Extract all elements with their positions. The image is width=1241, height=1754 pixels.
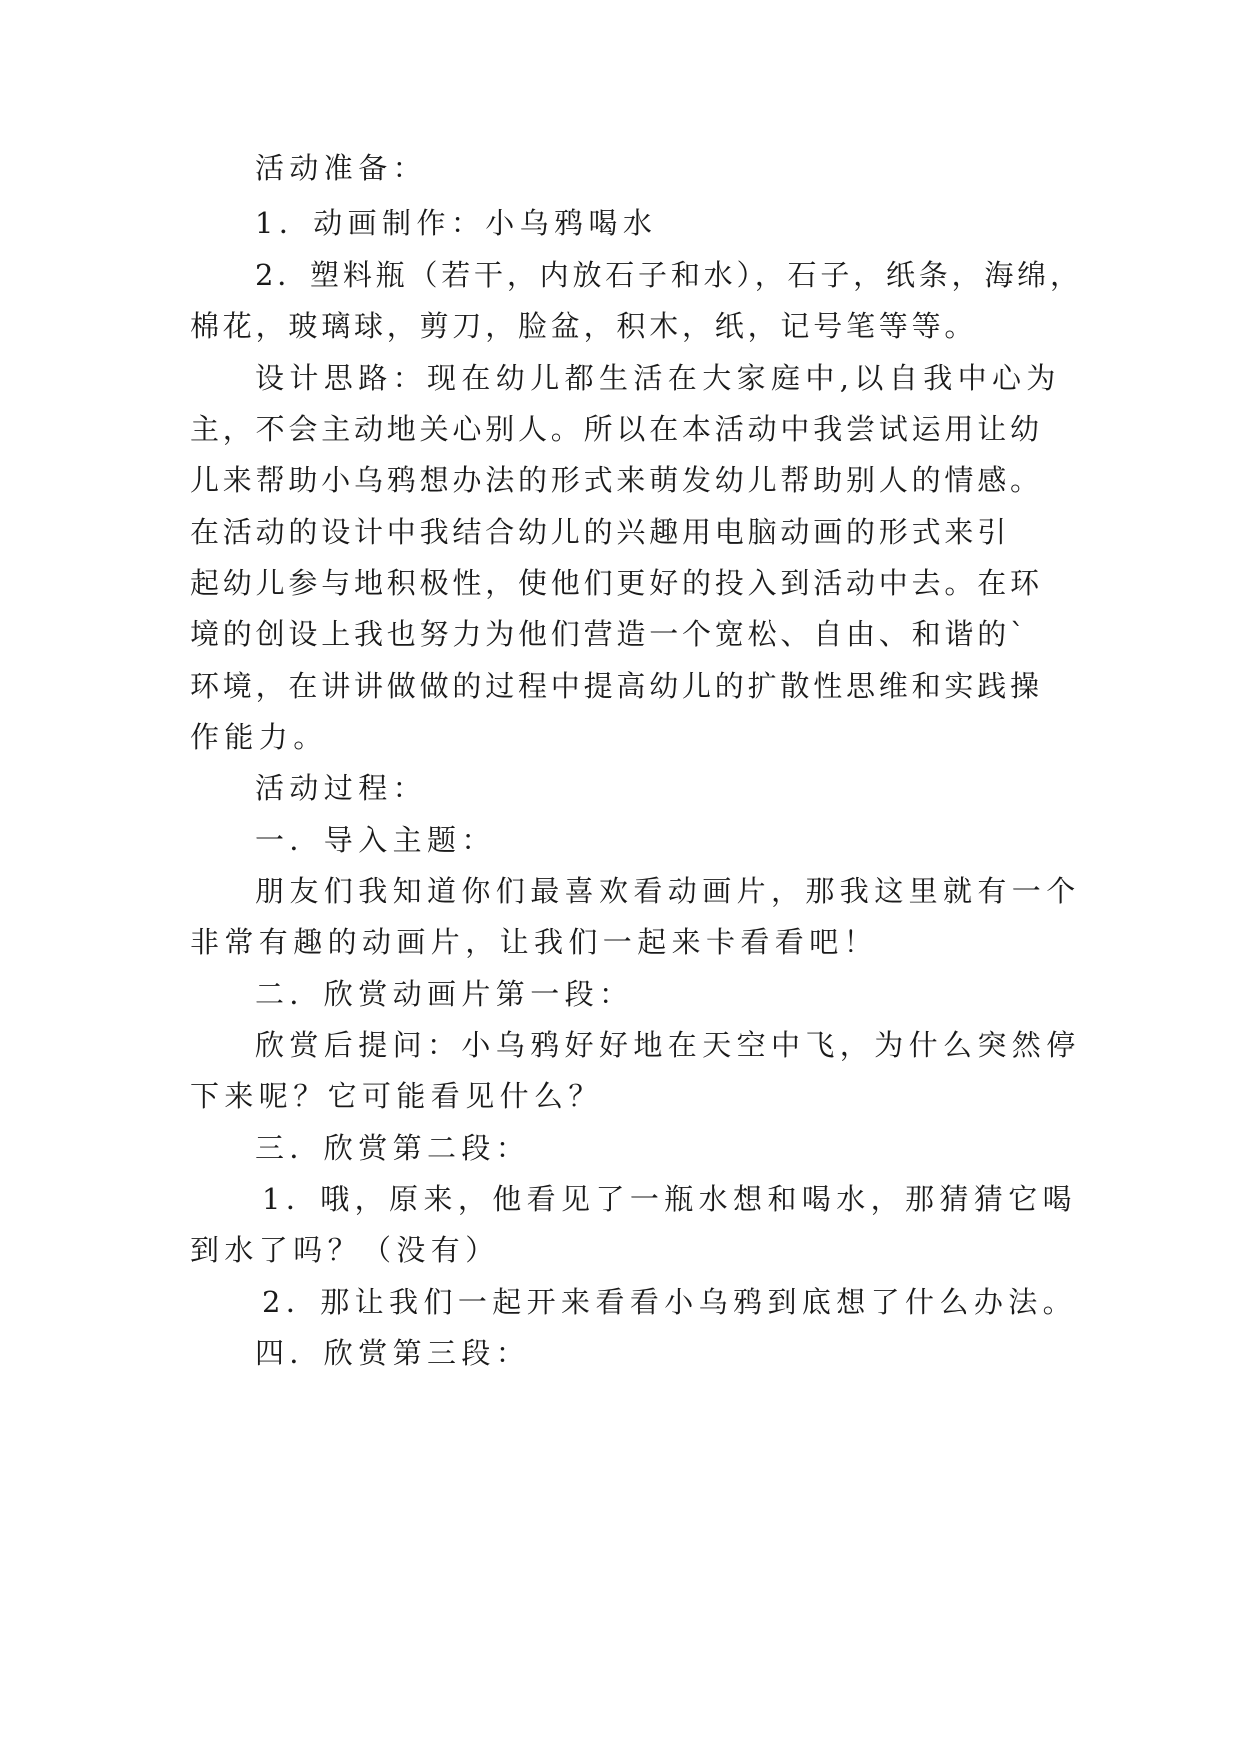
heading-activity-preparation: 活动准备： (255, 151, 428, 185)
paragraph-line: 到水了吗？（没有） (190, 1233, 500, 1267)
section-heading: 四．欣赏第三段： (255, 1336, 531, 1370)
heading-activity-process: 活动过程： (255, 771, 428, 805)
paragraph-line: 棉花，玻璃球，剪刀，脸盆，积木，纸，记号笔等等。 (190, 309, 978, 343)
paragraph-line: 1．动画制作：小乌鸦喝水 (255, 206, 658, 240)
paragraph-line: 2．那让我们一起开来看看小乌鸦到底想了什么办法。 (262, 1285, 1078, 1319)
paragraph-line: 欣赏后提问：小乌鸦好好地在天空中飞，为什么突然停 (255, 1028, 1081, 1062)
section-heading: 三．欣赏第二段： (255, 1131, 531, 1165)
paragraph-line: 下来呢？它可能看见什么？ (190, 1079, 603, 1113)
paragraph-line: 在活动的设计中我结合幼儿的兴趣用电脑动画的形式来引 (190, 515, 1011, 549)
paragraph-line: 境的创设上我也努力为他们营造一个宽松、自由、和谐的` (190, 617, 1029, 651)
paragraph-line: 作能力。 (190, 720, 328, 754)
paragraph-line: 朋友们我知道你们最喜欢看动画片，那我这里就有一个 (255, 874, 1081, 908)
paragraph-line: 主，不会主动地关心别人。所以在本活动中我尝试运用让幼 (190, 412, 1043, 446)
paragraph-line: 儿来帮助小乌鸦想办法的形式来萌发幼儿帮助别人的情感。 (190, 463, 1043, 497)
section-heading: 二．欣赏动画片第一段： (255, 977, 634, 1011)
section-heading: 一．导入主题： (255, 823, 496, 857)
paragraph-line: 2．塑料瓶（若干，内放石子和水），石子，纸条，海绵， (255, 258, 1083, 292)
paragraph-line: 非常有趣的动画片，让我们一起来卡看看吧！ (190, 925, 879, 959)
paragraph-line: 环境，在讲讲做做的过程中提高幼儿的扩散性思维和实践操 (190, 669, 1043, 703)
paragraph-line: 1．哦，原来，他看见了一瓶水想和喝水，那猜猜它喝 (262, 1182, 1078, 1216)
paragraph-line: 设计思路：现在幼儿都生活在大家庭中,以自我中心为 (255, 361, 1061, 395)
paragraph-line: 起幼儿参与地积极性，使他们更好的投入到活动中去。在环 (190, 566, 1043, 600)
